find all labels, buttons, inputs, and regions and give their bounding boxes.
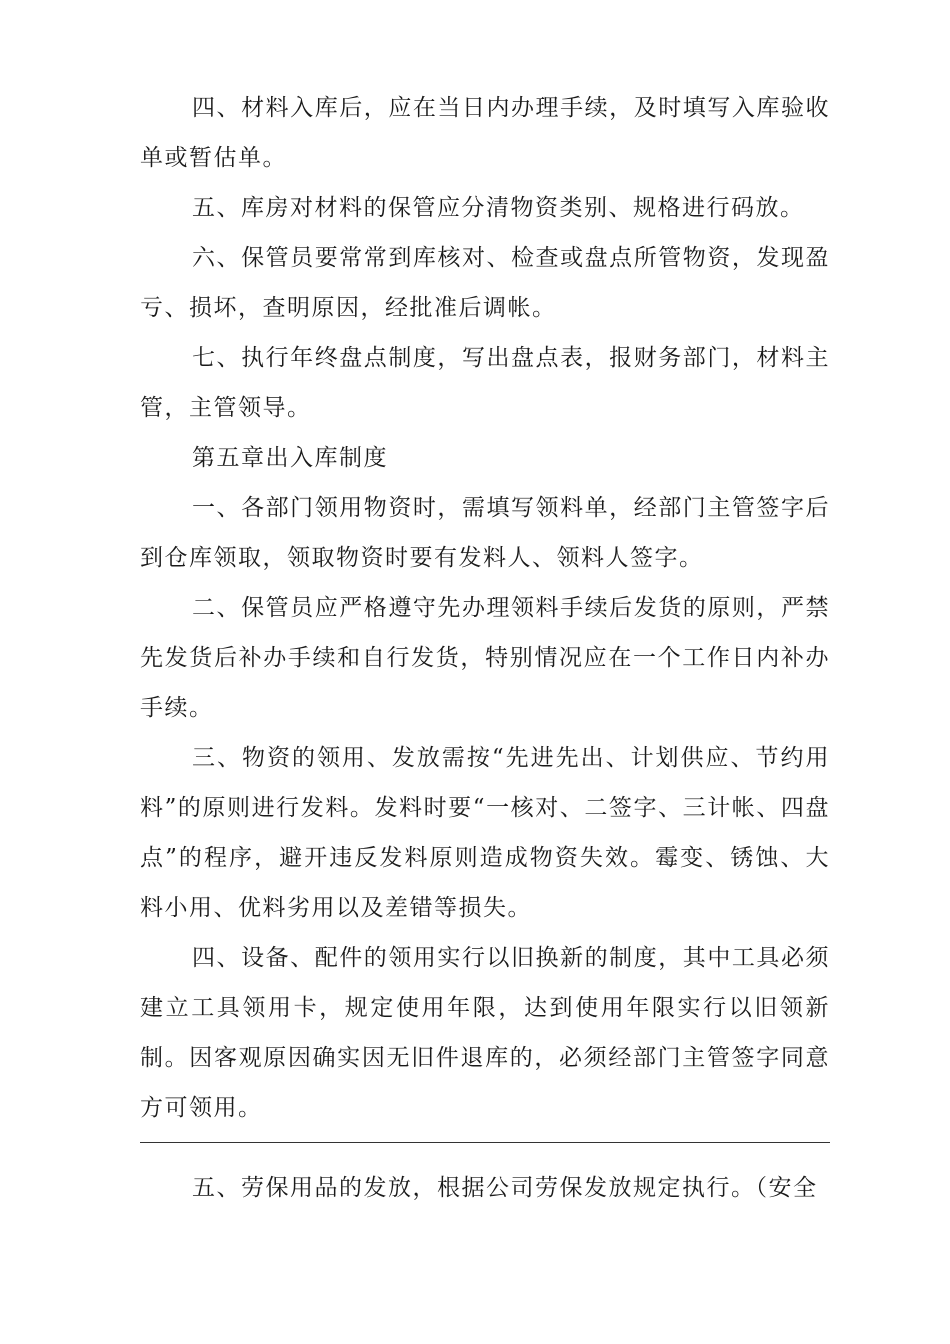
paragraph-issue-procedure: 二、保管员应严格遵守先办理领料手续后发货的原则，严禁先发货后补办手续和自行发货，特别情况应在一个工作日内补办手续。: [140, 595, 830, 721]
paragraph-inventory-check: 六、保管员要常常到库核对、检查或盘点所管物资，发现盈亏、损坏，查明原因，经批准后调帐。: [140, 245, 830, 321]
paragraph-year-end-count: 七、执行年终盘点制度，写出盘点表，报财务部门，材料主管，主管领导。: [140, 345, 830, 421]
paragraph-storage-sorting: 五、库房对材料的保管应分清物资类别、规格进行码放。: [192, 195, 805, 221]
paragraph-fifo-principle: 三、物资的领用、发放需按“先进先出、计划供应、节约用料”的原则进行发料。发料时要“一核对、二签字、三计帐、四盘点”的程序，避开违反发料原则造成物资失效。霉变、锈蚀、大料小用、优料劣用以及差错等损失。: [140, 745, 830, 921]
paragraph-material-receipt: 四、材料入库后，应在当日内办理手续，及时填写入库验收单或暂估单。: [140, 95, 830, 171]
body-text: [140, 83, 830, 1133]
chapter-heading: 第五章出入库制度: [192, 445, 388, 471]
page-divider: [140, 1142, 830, 1143]
body-text-continued: [140, 1163, 830, 1213]
paragraph-labor-protection: 五、劳保用品的发放，根据公司劳保发放规定执行。（安全: [192, 1175, 818, 1201]
paragraph-requisition: 一、各部门领用物资时，需填写领料单，经部门主管签字后到仓库领取，领取物资时要有发料人、领料人签字。: [140, 495, 830, 571]
paragraph-old-for-new: 四、设备、配件的领用实行以旧换新的制度，其中工具必须建立工具领用卡，规定使用年限，达到使用年限实行以旧领新制。因客观原因确实因无旧件退库的，必须经部门主管签字同意方可领用。: [140, 945, 830, 1121]
